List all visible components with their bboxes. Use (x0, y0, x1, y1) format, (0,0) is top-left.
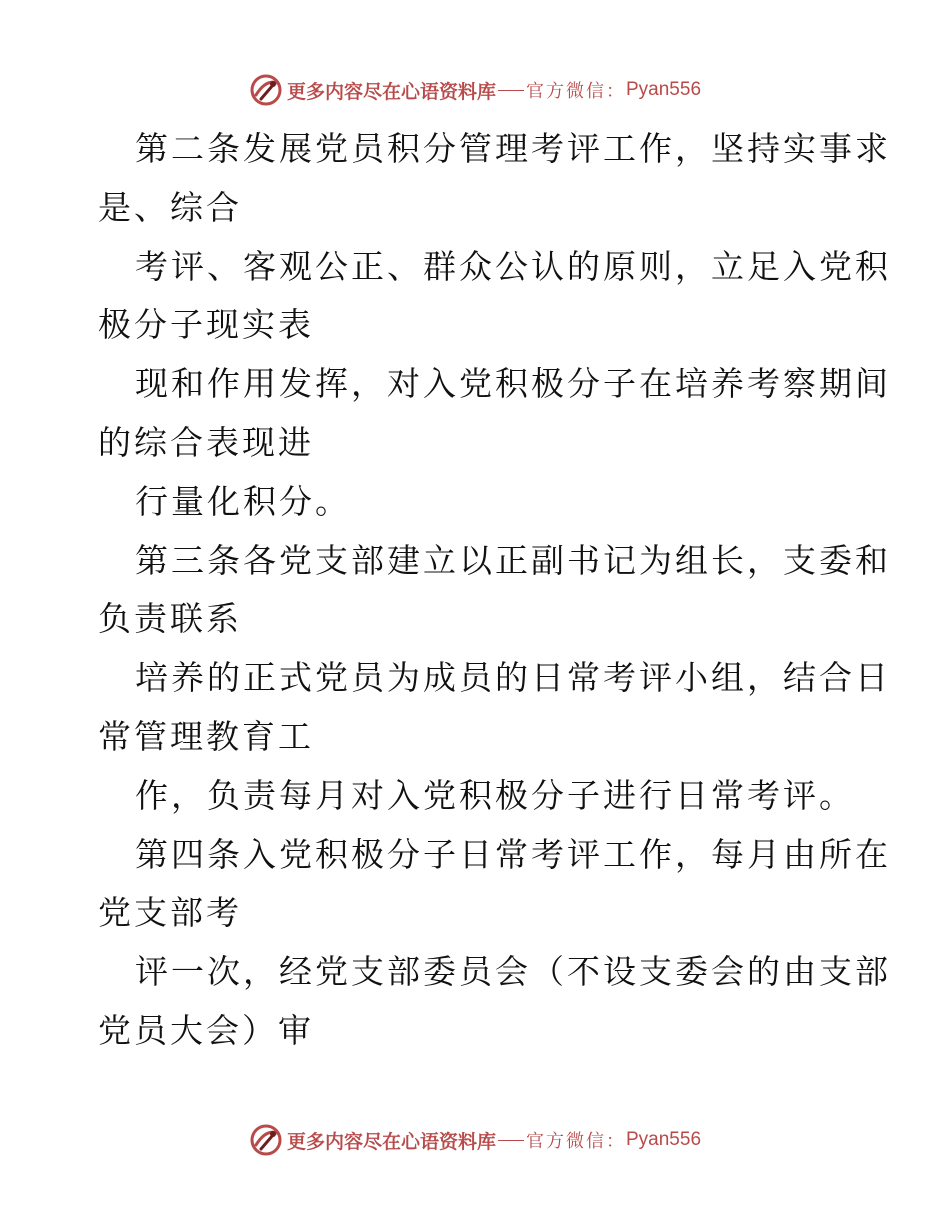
document-body (98, 120, 891, 1061)
wechat-id: Pyan556 (626, 79, 702, 100)
wechat-label: 官方微信： (526, 81, 626, 102)
footer-banner (0, 1120, 950, 1160)
text-line: 作，负责每月对入党积极分子进行日常考评。 (135, 775, 855, 815)
text-line: 极分子现实表 (98, 305, 314, 345)
text-line: 党员大会）审 (98, 1010, 314, 1050)
text-line: 现和作用发挥，对入党积极分子在培养考察期间 (135, 364, 891, 404)
brand-text: 更多内容尽在心语资料库 (286, 80, 496, 103)
text-line: 培养的正式党员为成员的日常考评小组，结合日 (135, 658, 891, 698)
brand-logo-icon (249, 73, 283, 107)
wechat-label: 官方微信： (526, 1131, 626, 1152)
header-banner (0, 70, 950, 110)
wechat-id: Pyan556 (626, 1129, 702, 1150)
banner-dash (498, 1140, 524, 1141)
brand-text: 更多内容尽在心语资料库 (286, 1130, 496, 1153)
text-line: 评一次，经党支部委员会（不设支委会的由支部 (135, 952, 891, 992)
text-line: 党支部考 (98, 893, 242, 933)
banner-dash (498, 90, 524, 91)
text-line: 考评、客观公正、群众公认的原则，立足入党积 (135, 246, 891, 286)
text-line: 第四条入党积极分子日常考评工作，每月由所在 (135, 834, 891, 874)
text-line: 负责联系 (98, 599, 242, 639)
text-line: 第二条发展党员积分管理考评工作，坚持实事求 (135, 129, 891, 168)
text-line: 是、综合 (98, 187, 242, 227)
brand-logo-icon (249, 1123, 283, 1157)
text-line: 的综合表现进 (98, 422, 314, 462)
text-line: 常管理教育工 (98, 716, 314, 756)
text-line: 行量化积分。 (135, 481, 351, 521)
text-line: 第三条各党支部建立以正副书记为组长，支委和 (135, 540, 891, 580)
